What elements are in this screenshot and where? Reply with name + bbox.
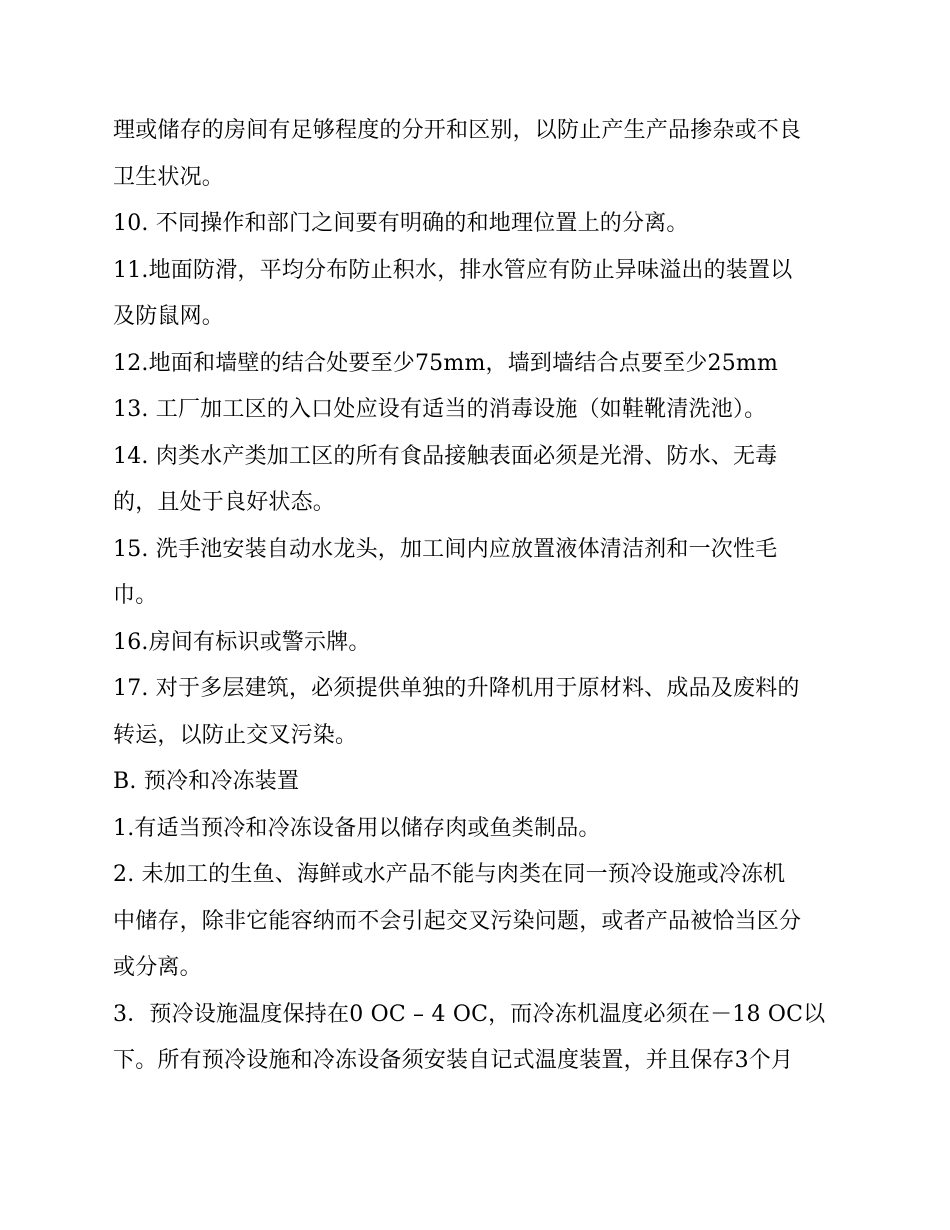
text-line: 16.房间有标识或警示牌。: [113, 629, 371, 655]
text-line: 14. 肉类水产类加工区的所有食品接触表面必须是光滑、防水、无毒: [113, 443, 778, 469]
section-heading: B. 预冷和冷冻装置: [113, 769, 300, 794]
text-line: 10. 不同操作和部门之间要有明确的和地理位置上的分离。: [113, 211, 689, 236]
text-line: 15. 洗手池安装自动水龙头，加工间内应放置液体清洁剂和一次性毛: [113, 536, 778, 562]
text-line: 17. 对于多层建筑，必须提供单独的升降机用于原材料、成品及废料的: [113, 676, 800, 701]
document-body: [113, 108, 843, 1085]
text-line: 3．预冷设施温度保持在0 OC – 4 OC，而冷冻机温度必须在－18 OC以: [113, 1001, 826, 1027]
text-line: 理或储存的房间有足够程度的分开和区别，以防止产生产品掺杂或不良: [113, 118, 802, 143]
text-line: 中储存，除非它能容纳而不会引起交叉污染问题，或者产品被恰当区分: [113, 908, 802, 934]
text-line: 12.地面和墙壁的结合处要至少75mm，墙到墙结合点要至少25mm: [113, 350, 779, 376]
text-line: 13. 工厂加工区的入口处应设有适当的消毒设施（如鞋靴清洗池）。: [113, 397, 767, 422]
text-line: 转运，以防止交叉污染。: [113, 722, 358, 748]
text-line: 的，且处于良好状态。: [113, 490, 336, 515]
text-line: 11.地面防滑，平均分布防止积水，排水管应有防止异味溢出的装置以: [113, 257, 793, 283]
text-line: 或分离。: [113, 955, 202, 980]
text-line: 卫生状况。: [113, 164, 225, 190]
text-line: 下。所有预冷设施和冷冻设备须安装自记式温度装置，并且保存3个月: [113, 1048, 794, 1073]
text-line: 1.有适当预冷和冷冻设备用以储存肉或鱼类制品。: [113, 815, 601, 841]
text-line: 及防鼠网。: [113, 304, 225, 329]
text-line: 2. 未加工的生鱼、海鲜或水产品不能与肉类在同一预冷设施或冷冻机: [113, 862, 786, 887]
text-line: 巾。: [113, 583, 158, 608]
